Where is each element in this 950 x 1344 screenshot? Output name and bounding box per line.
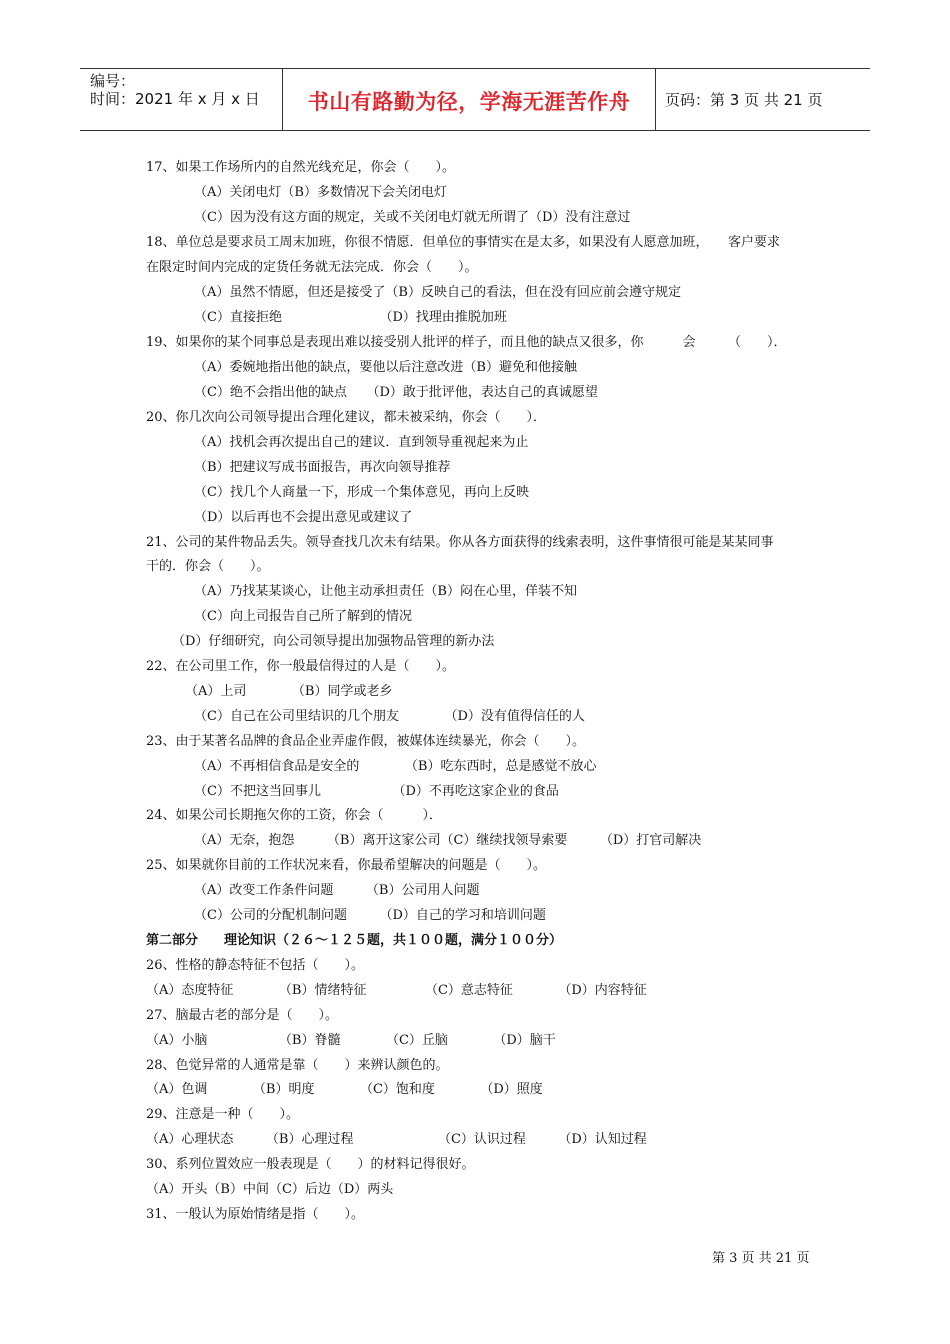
option-line: （A）色调 （B）明度 （C）饱和度 （D）照度 xyxy=(146,1082,543,1097)
question-26: 26、性格的静态特征不包括（ ）。 xyxy=(146,958,365,973)
document-date: 时间：2021 年 x 月 x 日 xyxy=(90,90,260,108)
page-footer: 第 3 页 共 21 页 xyxy=(712,1251,810,1266)
header-motto-cell xyxy=(282,69,656,130)
option-line: （C）公司的分配机制问题 （D）自己的学习和培训问题 xyxy=(194,908,546,923)
question-22: 22、在公司里工作，你一般最信得过的人是（ ）。 xyxy=(146,659,456,674)
option-line: （C）自己在公司里结识的几个朋友 （D）没有值得信任的人 xyxy=(194,709,585,724)
question-23: 23、由于某著名品牌的食品企业弄虚作假，被媒体连续暴光，你会（ ）。 xyxy=(146,734,586,749)
question-17: 17、如果工作场所内的自然光线充足，你会（ ）。 xyxy=(146,160,456,175)
option-line: （A）小脑 （B）脊髓 （C）丘脑 （D）脑干 xyxy=(146,1033,556,1048)
option-line: （C）找几个人商量一下，形成一个集体意见，再向上反映 xyxy=(194,485,529,500)
question-21-continued: 干的．你会（ ）。 xyxy=(146,559,270,574)
option-line: （A）态度特征 （B）情绪特征 （C）意志特征 （D）内容特征 xyxy=(146,983,647,998)
question-24: 24、如果公司长期拖欠你的工资，你会（ ）． xyxy=(146,808,443,823)
section-heading: 第二部分 理论知识（２６～１２５题，共１００题，满分１００分） xyxy=(146,933,563,948)
question-27: 27、脑最古老的部分是（ ）。 xyxy=(146,1008,339,1023)
option-line: （A）无奈，抱怨 （B）离开这家公司（C）继续找领导索要 （D）打官司解决 xyxy=(194,833,702,848)
option-line: （A）开头（B）中间（C）后边（D）两头 xyxy=(146,1182,394,1197)
option-line: （A）改变工作条件问题 （B）公司用人问题 xyxy=(194,883,480,898)
document-number-label: 编号： xyxy=(90,72,136,90)
option-line: （A）委婉地指出他的缺点，要他以后注意改进（B）避免和他接触 xyxy=(194,360,577,375)
option-line: （B）把建议写成书面报告，再次向领导推荐 xyxy=(194,460,451,475)
option-line: （D）以后再也不会提出意见或建议了 xyxy=(194,510,413,525)
header-page-number: 页码：第 3 页 共 21 页 xyxy=(665,91,823,109)
question-29: 29、注意是一种（ ）。 xyxy=(146,1107,300,1122)
option-line: （A）关闭电灯（B）多数情况下会关闭电灯 xyxy=(194,185,447,200)
option-line: （A）乃找某某谈心，让他主动承担责任（B）闷在心里，佯装不知 xyxy=(194,584,577,599)
header-page-cell xyxy=(655,69,870,130)
option-line: （A）心理状态 （B）心理过程 （C）认识过程 （D）认知过程 xyxy=(146,1132,647,1147)
option-line: （C）直接拒绝 （D）找理由推脱加班 xyxy=(194,310,507,325)
option-line: （A）虽然不情愿，但还是接受了（B）反映自己的看法，但在没有回应前会遵守规定 xyxy=(194,285,681,300)
option-line: （C）向上司报告自己所了解到的情况 xyxy=(194,609,412,624)
question-28: 28、色觉异常的人通常是靠（ ）来辨认颜色的。 xyxy=(146,1058,449,1073)
question-31: 31、一般认为原始情绪是指（ ）。 xyxy=(146,1207,365,1222)
header-motto: 书山有路勤为径，学海无涯苦作舟 xyxy=(307,90,631,114)
option-line: （A）不再相信食品是安全的 （B）吃东西时，总是感觉不放心 xyxy=(194,759,597,774)
question-18-continued: 在限定时间内完成的定货任务就无法完成．你会（ ）。 xyxy=(146,260,478,275)
page-header xyxy=(80,68,870,131)
question-21: 21、公司的某件物品丢失。领导查找几次未有结果。你从各方面获得的线索表明，这件事情很可能是某某同事 xyxy=(146,535,774,550)
option-line: （A）上司 （B）同学或老乡 xyxy=(185,684,393,699)
option-line: （C）绝不会指出他的缺点 （D）敢于批评他，表达自己的真诚愿望 xyxy=(194,385,598,400)
question-19: 19、如果你的某个同事总是表现出难以接受别人批评的样子，而且他的缺点又很多，你 会 （ ）． xyxy=(146,335,787,350)
question-25: 25、如果就你目前的工作状况来看，你最希望解决的问题是（ ）。 xyxy=(146,858,547,873)
option-line: （D）仔细研究，向公司领导提出加强物品管理的新办法 xyxy=(172,634,495,649)
option-line: （C）因为没有这方面的规定，关或不关闭电灯就无所谓了（D）没有注意过 xyxy=(194,210,631,225)
question-20: 20、你几次向公司领导提出合理化建议，都未被采纳，你会（ ）． xyxy=(146,410,547,425)
header-meta xyxy=(80,69,282,130)
option-line: （C）不把这当回事儿 （D）不再吃这家企业的食品 xyxy=(194,784,559,799)
option-line: （A）找机会再次提出自己的建议．直到领导重视起来为止 xyxy=(194,435,529,450)
question-30: 30、系列位置效应一般表现是（ ）的材料记得很好。 xyxy=(146,1157,475,1172)
question-18: 18、单位总是要求员工周末加班，你很不情愿．但单位的事情实在是太多，如果没有人愿意加班， 客户要求 xyxy=(146,235,781,250)
